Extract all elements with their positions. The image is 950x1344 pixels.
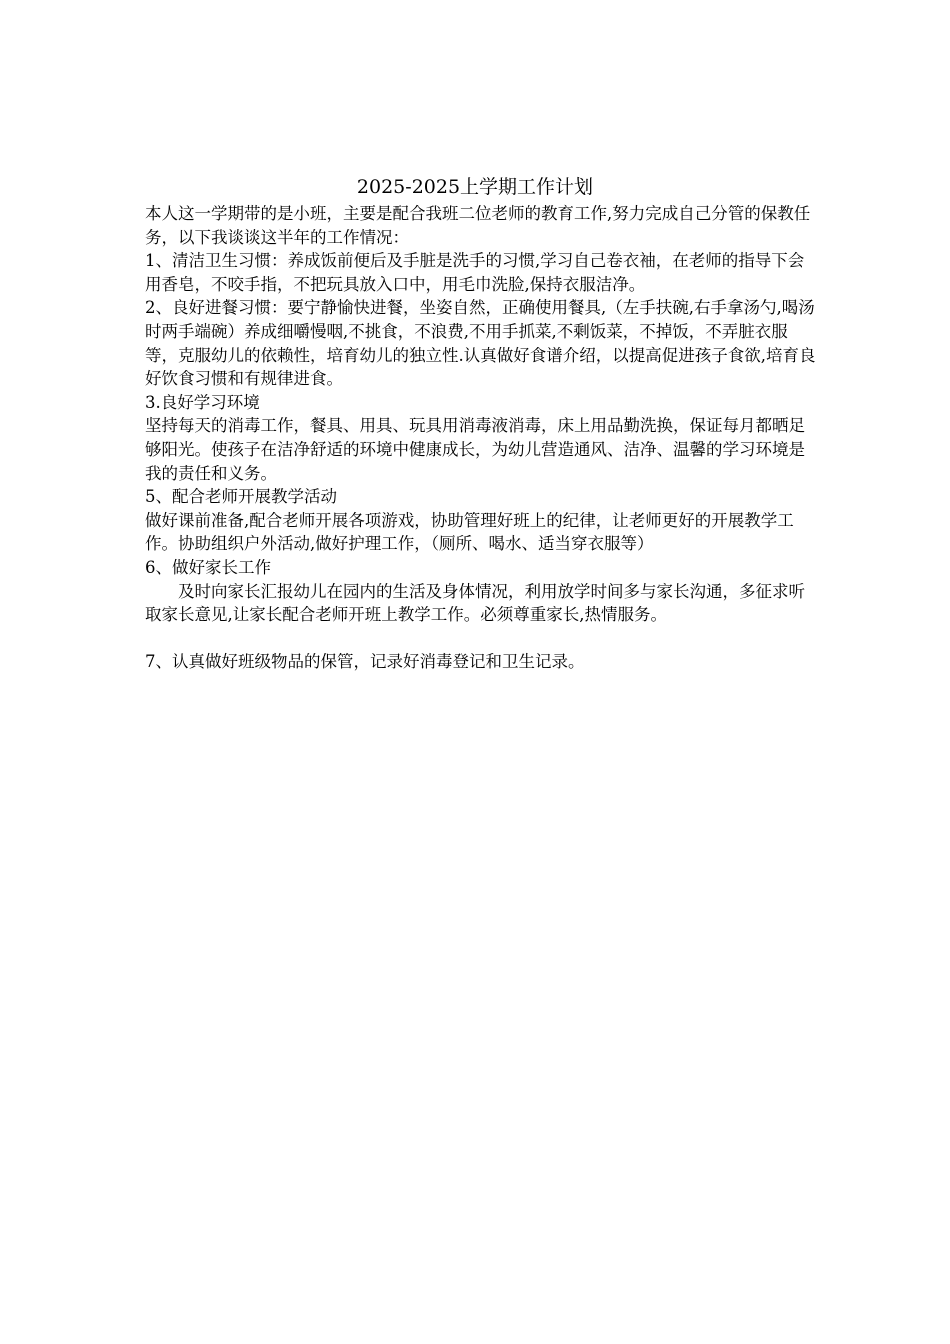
blank-line — [145, 627, 817, 651]
item-2-paragraph: 2、良好进餐习惯：要宁静愉快进餐，坐姿自然，正确使用餐具,（左手扶碗,右手拿汤勺,喝汤时两手端碗）养成细嚼慢咽,不挑食，不浪费,不用手抓菜,不剩饭菜，不掉饭，不弄脏衣服等，克服幼儿的依赖性，培育幼儿的独立性.认真做好食谱介绍，以提高促进孩子食欲,培育良好饮食习惯和有规律进食。 — [145, 298, 816, 389]
item-1-paragraph: 1、清洁卫生习惯：养成饭前便后及手脏是洗手的习惯,学习自己卷衣袖，在老师的指导下会用香皂，不咬手指，不把玩具放入口中，用毛巾洗脸,保持衣服洁净。 — [145, 251, 805, 294]
item-6-heading: 6、做好家长工作 — [145, 557, 271, 577]
item-7-paragraph: 7、认真做好班级物品的保管，记录好消毒登记和卫生记录。 — [145, 652, 585, 672]
item-5-heading: 5、配合老师开展教学活动 — [145, 487, 337, 507]
item-6-paragraph: 及时向家长汇报幼儿在园内的生活及身体情况，利用放学时间多与家长沟通，多征求听取家长意见,让家长配合老师开班上教学工作。必须尊重家长,热情服务。 — [145, 581, 805, 625]
item-5-paragraph: 做好课前准备,配合老师开展各项游戏，协助管理好班上的纪律，让老师更好的开展教学工作。协助组织户外活动,做好护理工作，（厕所、喝水、适当穿衣服等） — [145, 510, 794, 554]
document-title: 2025-2025上学期工作计划 — [356, 176, 594, 198]
document-body — [145, 202, 817, 674]
intro-paragraph: 本人这一学期带的是小班，主要是配合我班二位老师的教育工作,努力完成自己分管的保教任务，以下我谈谈这半年的工作情况： — [145, 204, 811, 247]
item-3-heading: 3.良好学习环境 — [145, 392, 260, 412]
item-3-paragraph: 坚持每天的消毒工作，餐具、用具、玩具用消毒液消毒，床上用品勤洗换，保证每月都晒足够阳光。使孩子在洁净舒适的环境中健康成长，为幼儿营造通风、洁净、温馨的学习环境是我的责任和义务。 — [145, 416, 805, 483]
